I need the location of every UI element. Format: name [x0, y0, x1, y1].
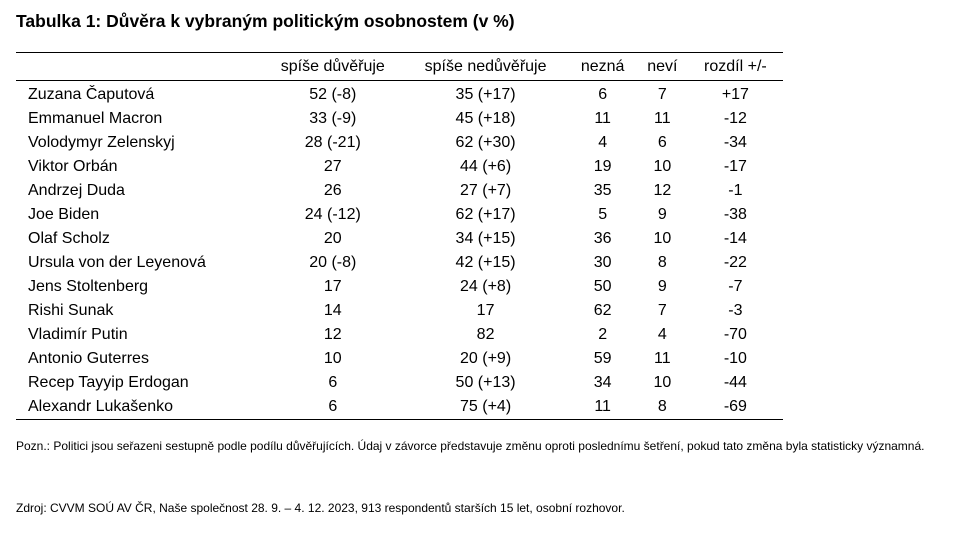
- cell-dont-know: 9: [657, 278, 667, 295]
- cell-unknown: 36: [593, 230, 612, 247]
- header-dont-know: neví: [647, 58, 678, 75]
- cell-name: Jens Stoltenberg: [28, 278, 149, 295]
- table-row: [16, 179, 783, 203]
- cell-trust: 26: [323, 182, 342, 199]
- cell-dont-know: 10: [653, 374, 672, 391]
- table-row: [16, 203, 783, 227]
- cell-distrust: 82: [476, 326, 495, 343]
- cell-trust: 33 (-9): [309, 110, 357, 127]
- cell-distrust: 27 (+7): [460, 182, 512, 199]
- table-title: Tabulka 1: Důvěra k vybraným politickým osobnostem (v %): [16, 11, 515, 31]
- cell-dont-know: 10: [653, 230, 672, 247]
- cell-trust: 6: [328, 398, 338, 415]
- cell-dont-know: 4: [657, 326, 667, 343]
- cell-distrust: 62 (+30): [455, 134, 516, 151]
- table-row: [16, 81, 783, 108]
- cell-trust: 10: [323, 350, 342, 367]
- cell-dont-know: 10: [653, 158, 672, 175]
- cell-unknown: 19: [593, 158, 612, 175]
- cell-distrust: 20 (+9): [460, 350, 512, 367]
- header-unknown: nezná: [580, 58, 625, 75]
- header-row: [16, 53, 783, 81]
- cell-difference: -69: [723, 398, 747, 415]
- cell-unknown: 5: [598, 206, 608, 223]
- cell-difference: -14: [723, 230, 747, 247]
- cell-unknown: 34: [593, 374, 612, 391]
- cell-unknown: 62: [593, 302, 612, 319]
- cell-trust: 14: [323, 302, 342, 319]
- table-row: [16, 323, 783, 347]
- cell-distrust: 44 (+6): [460, 158, 512, 175]
- table-note: Pozn.: Politici jsou seřazeni sestupně podle podílu důvěřujících. Údaj v závorce představuje změnu oproti poslednímu šetření, pokud tato změna byla statisticky významná.: [16, 439, 925, 453]
- table-source: Zdroj: CVVM SOÚ AV ČR, Naše společnost 28. 9. – 4. 12. 2023, 913 respondentů starších 15 let, osobní rozhovor.: [16, 501, 625, 515]
- cell-name: Alexandr Lukašenko: [28, 398, 173, 415]
- cell-difference: -44: [723, 374, 747, 391]
- cell-difference: -3: [728, 302, 743, 319]
- table-row: [16, 347, 783, 371]
- cell-distrust: 75 (+4): [460, 398, 512, 415]
- cell-difference: -1: [728, 182, 743, 199]
- cell-dont-know: 12: [653, 182, 672, 199]
- header-trust: spíše důvěřuje: [280, 58, 385, 75]
- cell-dont-know: 11: [654, 110, 671, 127]
- cell-trust: 6: [328, 374, 338, 391]
- cell-dont-know: 11: [654, 350, 671, 367]
- cell-unknown: 11: [594, 110, 611, 127]
- cell-distrust: 24 (+8): [460, 278, 512, 295]
- table-row: [16, 371, 783, 395]
- cell-dont-know: 6: [657, 134, 667, 151]
- table-row: [16, 131, 783, 155]
- cell-difference: -34: [723, 134, 747, 151]
- cell-name: Viktor Orbán: [28, 158, 118, 175]
- cell-trust: 20 (-8): [309, 254, 357, 271]
- cell-unknown: 50: [593, 278, 612, 295]
- cell-distrust: 17: [476, 302, 495, 319]
- header-name: [16, 53, 263, 81]
- cell-unknown: 2: [598, 326, 608, 343]
- cell-name: Andrzej Duda: [28, 182, 125, 199]
- cell-distrust: 34 (+15): [455, 230, 516, 247]
- cell-trust: 12: [323, 326, 342, 343]
- trust-table: [16, 52, 783, 420]
- cell-dont-know: 8: [657, 398, 667, 415]
- cell-distrust: 35 (+17): [455, 86, 516, 103]
- cell-unknown: 4: [598, 134, 608, 151]
- cell-unknown: 59: [593, 350, 612, 367]
- table-body: [16, 81, 783, 420]
- cell-name: Joe Biden: [28, 206, 100, 223]
- cell-unknown: 35: [593, 182, 612, 199]
- cell-name: Olaf Scholz: [28, 230, 110, 247]
- cell-trust: 17: [323, 278, 342, 295]
- cell-distrust: 50 (+13): [455, 374, 516, 391]
- cell-dont-know: 9: [657, 206, 667, 223]
- table-row: [16, 107, 783, 131]
- cell-difference: -10: [723, 350, 747, 367]
- table-row: [16, 395, 783, 420]
- cell-trust: 24 (-12): [304, 206, 361, 223]
- cell-difference: -22: [723, 254, 747, 271]
- cell-dont-know: 7: [657, 302, 667, 319]
- header-difference: rozdíl +/-: [704, 58, 767, 75]
- table-row: [16, 275, 783, 299]
- cell-dont-know: 8: [657, 254, 667, 271]
- cell-difference: -70: [723, 326, 747, 343]
- cell-name: Rishi Sunak: [28, 302, 114, 319]
- cell-name: Antonio Guterres: [28, 350, 149, 367]
- cell-distrust: 42 (+15): [455, 254, 516, 271]
- cell-name: Zuzana Čaputová: [28, 86, 155, 103]
- cell-trust: 28 (-21): [304, 134, 361, 151]
- cell-unknown: 6: [598, 86, 608, 103]
- cell-dont-know: 7: [657, 86, 667, 103]
- header-distrust: spíše nedůvěřuje: [424, 58, 547, 75]
- table-row: [16, 155, 783, 179]
- cell-difference: +17: [721, 86, 749, 103]
- table-row: [16, 251, 783, 275]
- cell-unknown: 30: [593, 254, 612, 271]
- table-row: [16, 299, 783, 323]
- cell-distrust: 62 (+17): [455, 206, 516, 223]
- cell-name: Emmanuel Macron: [28, 110, 163, 127]
- cell-difference: -38: [723, 206, 747, 223]
- cell-name: Ursula von der Leyenová: [28, 254, 206, 271]
- cell-name: Volodymyr Zelenskyj: [28, 134, 175, 151]
- table-header: [16, 53, 783, 81]
- cell-trust: 27: [323, 158, 342, 175]
- cell-name: Vladimír Putin: [28, 326, 128, 343]
- cell-trust: 52 (-8): [309, 86, 357, 103]
- cell-difference: -17: [723, 158, 747, 175]
- cell-trust: 20: [323, 230, 342, 247]
- cell-difference: -7: [728, 278, 743, 295]
- cell-unknown: 11: [594, 398, 611, 415]
- table-row: [16, 227, 783, 251]
- cell-distrust: 45 (+18): [455, 110, 516, 127]
- cell-difference: -12: [723, 110, 747, 127]
- cell-name: Recep Tayyip Erdogan: [28, 374, 189, 391]
